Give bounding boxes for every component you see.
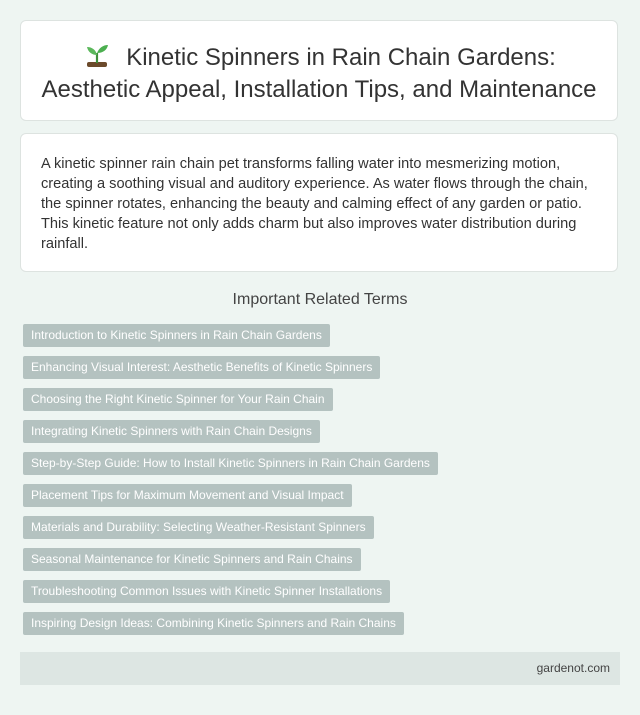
related-term-link[interactable]: Choosing the Right Kinetic Spinner for Your Rain Chain [23, 388, 333, 411]
related-term-link[interactable]: Materials and Durability: Selecting Weather-Resistant Spinners [23, 516, 374, 539]
related-term-link[interactable]: Troubleshooting Common Issues with Kinetic Spinner Installations [23, 580, 390, 603]
page-title [21, 21, 617, 106]
footer-site-link[interactable]: gardenot.com [536, 661, 610, 675]
sprout-icon [82, 42, 112, 68]
related-term-link[interactable]: Introduction to Kinetic Spinners in Rain Chain Gardens [23, 324, 330, 347]
intro-paragraph: A kinetic spinner rain chain pet transforms falling water into mesmerizing motion, creating a soothing visual and auditory experience. As water flows through the chain, the spinner rotates, enhancing the beauty and calming effect of any garden or patio. This kinetic feature not only adds charm but also improves water distribution during rainfall. [41, 156, 588, 252]
footer [20, 652, 620, 685]
related-term-link[interactable]: Inspiring Design Ideas: Combining Kinetic Spinners and Rain Chains [23, 612, 404, 635]
intro-card [20, 133, 618, 272]
related-term-link[interactable]: Step-by-Step Guide: How to Install Kinetic Spinners in Rain Chain Gardens [23, 452, 438, 475]
title-card [20, 20, 618, 121]
related-term-link[interactable]: Integrating Kinetic Spinners with Rain Chain Designs [23, 420, 320, 443]
related-terms-heading: Important Related Terms [232, 291, 408, 308]
related-term-link[interactable]: Placement Tips for Maximum Movement and Visual Impact [23, 484, 352, 507]
related-term-link[interactable]: Seasonal Maintenance for Kinetic Spinners and Rain Chains [23, 548, 361, 571]
related-term-link[interactable]: Enhancing Visual Interest: Aesthetic Benefits of Kinetic Spinners [23, 356, 380, 379]
page-title-text: Kinetic Spinners in Rain Chain Gardens: Aesthetic Appeal, Installation Tips, and Maintenance [41, 44, 597, 103]
